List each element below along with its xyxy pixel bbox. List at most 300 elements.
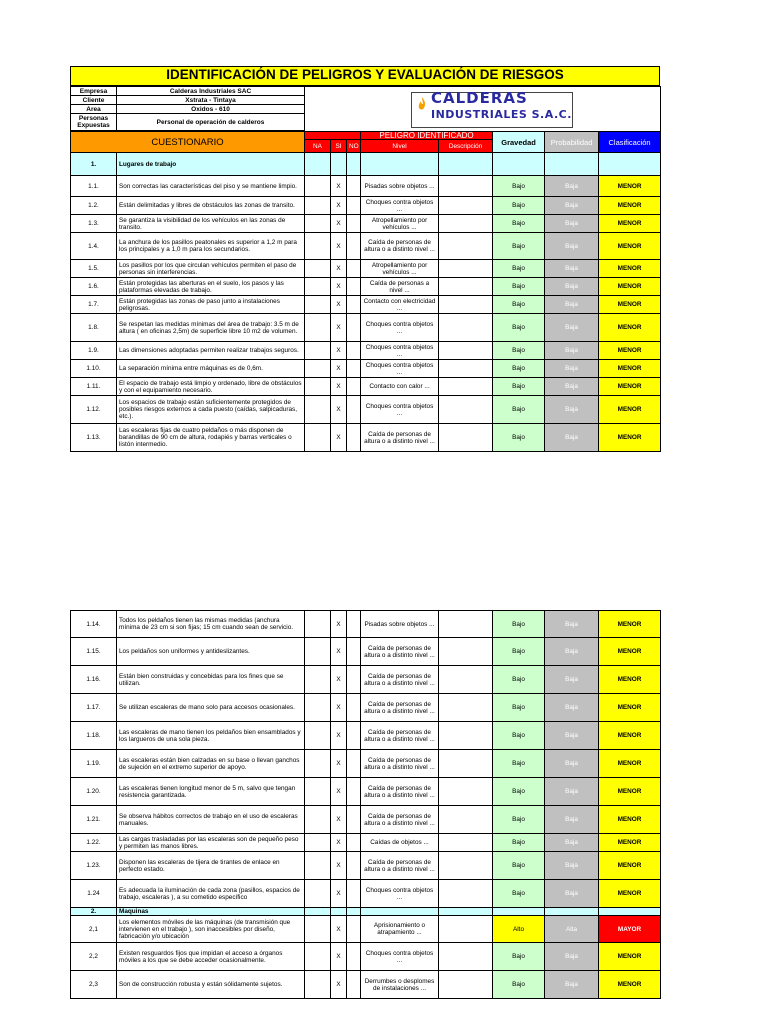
row-nivel: Caída de personas a nivel ... — [361, 278, 439, 296]
row-no — [347, 694, 361, 722]
table-row — [71, 378, 661, 396]
row-nivel: Choques contra objetos ... — [361, 314, 439, 342]
row-no — [347, 314, 361, 342]
row-no — [347, 638, 361, 666]
row-descripcion — [439, 852, 493, 880]
info-label: Cliente — [71, 96, 117, 105]
table-row — [71, 880, 661, 908]
row-na — [305, 378, 331, 396]
row-number: 1.2. — [71, 197, 117, 215]
row-clasificacion: MENOR — [599, 611, 661, 638]
row-no — [347, 278, 361, 296]
row-question: Están protegidas las zonas de paso junto a instalaciones peligrosas. — [117, 296, 305, 314]
table-row — [71, 750, 661, 778]
row-gravedad: Bajo — [493, 778, 545, 806]
row-number: 1.5. — [71, 260, 117, 278]
logo-line1: CALDERAS — [431, 88, 528, 107]
row-na — [305, 943, 331, 971]
row-question: Las escaleras fijas de cuatro peldaños o más disponen de barandillas de 90 cm de altura, rodapiés y barras verticales o listón intermedio. — [117, 424, 305, 452]
table-row — [71, 215, 661, 233]
row-no — [347, 197, 361, 215]
row-number: 1.24 — [71, 880, 117, 908]
row-number: 1.19. — [71, 750, 117, 778]
row-question: Se observa hábitos correctos de trabajo en el uso de escaleras manuales. — [117, 806, 305, 834]
row-si: X — [331, 666, 347, 694]
row-si: X — [331, 694, 347, 722]
row-nivel: Caída de personas de altura o a distinto nivel ... — [361, 666, 439, 694]
row-no — [347, 834, 361, 852]
row-si: X — [331, 943, 347, 971]
row-nivel: Choques contra objetos ... — [361, 342, 439, 360]
row-nivel: Caída de personas de altura o a distinto nivel ... — [361, 233, 439, 260]
table-row — [71, 852, 661, 880]
row-number: 1.22. — [71, 834, 117, 852]
row-probabilidad: Baja — [545, 971, 599, 999]
row-na — [305, 666, 331, 694]
row-probabilidad: Baja — [545, 314, 599, 342]
row-probabilidad: Baja — [545, 215, 599, 233]
row-nivel: Caída de personas de altura o a distinto nivel ... — [361, 424, 439, 452]
row-no — [347, 880, 361, 908]
row-nivel: Contacto con calor ... — [361, 378, 439, 396]
row-clasificacion: MENOR — [599, 278, 661, 296]
row-nivel: Atropellamiento por vehículos ... — [361, 215, 439, 233]
row-number: 1.7. — [71, 296, 117, 314]
row-nivel: Contacto con electricidad ... — [361, 296, 439, 314]
section-label: Maquinas — [117, 908, 305, 916]
row-nivel: Caída de personas de altura o a distinto nivel ... — [361, 694, 439, 722]
table-row — [71, 260, 661, 278]
row-no — [347, 666, 361, 694]
header-peligro: PELIGRO IDENTIFICADO — [361, 132, 493, 140]
row-si: X — [331, 916, 347, 943]
row-descripcion — [439, 296, 493, 314]
row-no — [347, 176, 361, 197]
row-si: X — [331, 360, 347, 378]
row-nivel: Caída de personas de altura o a distinto nivel ... — [361, 806, 439, 834]
row-nivel: Pisadas sobre objetos ... — [361, 611, 439, 638]
row-clasificacion: MENOR — [599, 215, 661, 233]
row-probabilidad: Baja — [545, 342, 599, 360]
row-si: X — [331, 806, 347, 834]
row-question: Se respetan las medidas mínimas del área de trabajo: 3.5 m de altura ( en oficinas 2,5m) de superficie libre 10 m2 de volumen. — [117, 314, 305, 342]
row-na — [305, 916, 331, 943]
row-si: X — [331, 296, 347, 314]
row-descripcion — [439, 278, 493, 296]
table-row — [71, 342, 661, 360]
row-descripcion — [439, 834, 493, 852]
row-gravedad: Bajo — [493, 638, 545, 666]
row-question: Están bien construidas y concebidas para los fines que se utilizan. — [117, 666, 305, 694]
row-number: 2,1 — [71, 916, 117, 943]
row-na — [305, 360, 331, 378]
table-row — [71, 916, 661, 943]
row-na — [305, 296, 331, 314]
row-nivel: Caída de personas de altura o a distinto nivel ... — [361, 722, 439, 750]
row-na — [305, 314, 331, 342]
row-no — [347, 342, 361, 360]
row-probabilidad: Baja — [545, 233, 599, 260]
row-descripcion — [439, 197, 493, 215]
row-number: 1.1. — [71, 176, 117, 197]
row-descripcion — [439, 378, 493, 396]
row-probabilidad: Baja — [545, 666, 599, 694]
row-probabilidad: Baja — [545, 360, 599, 378]
row-no — [347, 396, 361, 424]
row-number: 1.9. — [71, 342, 117, 360]
table-row — [71, 296, 661, 314]
row-nivel: Caída de personas de altura o a distinto nivel ... — [361, 852, 439, 880]
row-nivel: Choques contra objetos ... — [361, 360, 439, 378]
row-gravedad: Bajo — [493, 806, 545, 834]
row-descripcion — [439, 971, 493, 999]
row-descripcion — [439, 880, 493, 908]
logo-cell — [305, 87, 661, 131]
table-row — [71, 722, 661, 750]
row-number: 1.18. — [71, 722, 117, 750]
row-probabilidad: Baja — [545, 296, 599, 314]
row-na — [305, 396, 331, 424]
row-number: 1.13. — [71, 424, 117, 452]
row-nivel: Choques contra objetos ... — [361, 197, 439, 215]
row-probabilidad: Baja — [545, 778, 599, 806]
row-question: Se utilizan escaleras de mano solo para accesos ocasionales. — [117, 694, 305, 722]
row-number: 1.20. — [71, 778, 117, 806]
row-na — [305, 880, 331, 908]
row-question: Son correctas las características del piso y se mantiene limpio. — [117, 176, 305, 197]
row-no — [347, 378, 361, 396]
row-gravedad: Bajo — [493, 396, 545, 424]
rows-page-2-section-2 — [71, 916, 661, 999]
sheet-page-2 — [70, 610, 660, 999]
row-no — [347, 722, 361, 750]
questionnaire-table-1 — [70, 131, 661, 452]
row-clasificacion: MAYOR — [599, 916, 661, 943]
row-clasificacion: MENOR — [599, 943, 661, 971]
info-value: Calderas Industriales SAC — [117, 87, 305, 96]
row-nivel: Aprisionamiento o atrapamiento ... — [361, 916, 439, 943]
table-row — [71, 396, 661, 424]
row-number: 1.6. — [71, 278, 117, 296]
row-number: 2,3 — [71, 971, 117, 999]
row-descripcion — [439, 360, 493, 378]
row-question: Se garantiza la visibilidad de los vehículos en las zonas de transito. — [117, 215, 305, 233]
row-gravedad: Bajo — [493, 314, 545, 342]
table-row — [71, 778, 661, 806]
row-question: Los espacios de trabajo están suficientemente protegidos de posibles riesgos externos a cada puesto (caídas, salpicaduras, etc.). — [117, 396, 305, 424]
row-na — [305, 278, 331, 296]
row-na — [305, 260, 331, 278]
row-number: 2,2 — [71, 943, 117, 971]
row-no — [347, 215, 361, 233]
row-clasificacion: MENOR — [599, 233, 661, 260]
table-row — [71, 638, 661, 666]
row-question: Disponen las escaleras de tijera de tirantes de enlace en perfecto estado. — [117, 852, 305, 880]
row-nivel: Choques contra objetos ... — [361, 880, 439, 908]
row-gravedad: Bajo — [493, 342, 545, 360]
row-descripcion — [439, 396, 493, 424]
row-no — [347, 260, 361, 278]
row-question: Las escaleras de mano tienen los peldaños bien ensamblados y los largueros de una sola pieza. — [117, 722, 305, 750]
row-gravedad: Bajo — [493, 943, 545, 971]
row-descripcion — [439, 694, 493, 722]
row-number: 1.10. — [71, 360, 117, 378]
table-row — [71, 834, 661, 852]
row-clasificacion: MENOR — [599, 638, 661, 666]
row-probabilidad: Baja — [545, 750, 599, 778]
info-value: Oxidos - 610 — [117, 105, 305, 114]
row-probabilidad: Baja — [545, 424, 599, 452]
row-question: Las dimensiones adoptadas permiten realizar trabajos seguros. — [117, 342, 305, 360]
table-row — [71, 197, 661, 215]
questionnaire-table-2 — [70, 610, 661, 999]
header-na: NA — [305, 140, 331, 153]
row-si: X — [331, 197, 347, 215]
row-clasificacion: MENOR — [599, 778, 661, 806]
row-question: Los pasillos por los que circulan vehículos permiten el paso de personas sin interferencias. — [117, 260, 305, 278]
row-question: Los elementos móviles de las máquinas (de transmisión que intervienen en el trabajo ), son inaccesibles por diseño, fabricación y/o ubicación — [117, 916, 305, 943]
row-na — [305, 176, 331, 197]
row-si: X — [331, 778, 347, 806]
row-na — [305, 694, 331, 722]
row-clasificacion: MENOR — [599, 666, 661, 694]
sheet-page-1 — [70, 66, 660, 452]
row-number: 1.3. — [71, 215, 117, 233]
row-nivel: Choques contra objetos ... — [361, 943, 439, 971]
row-probabilidad: Baja — [545, 176, 599, 197]
row-probabilidad: Baja — [545, 197, 599, 215]
table-row — [71, 314, 661, 342]
row-si: X — [331, 396, 347, 424]
row-gravedad: Bajo — [493, 215, 545, 233]
header-clasificacion: Clasificación — [599, 132, 661, 153]
row-question: Es adecuada la iluminación de cada zona (pasillos, espacios de trabajo, escaleras ), a su cometido específico — [117, 880, 305, 908]
info-table — [70, 86, 661, 131]
row-na — [305, 197, 331, 215]
row-gravedad: Bajo — [493, 233, 545, 260]
row-descripcion — [439, 611, 493, 638]
row-gravedad: Bajo — [493, 611, 545, 638]
row-probabilidad: Baja — [545, 396, 599, 424]
table-row — [71, 233, 661, 260]
row-question: Las escaleras están bien calzadas en su base o llevan ganchos de sujeción en el extremo superior de apoyo. — [117, 750, 305, 778]
row-probabilidad: Baja — [545, 638, 599, 666]
header-nivel: Nivel — [361, 140, 439, 153]
row-no — [347, 971, 361, 999]
row-clasificacion: MENOR — [599, 342, 661, 360]
section-number: 1. — [71, 153, 117, 176]
row-question: El espacio de trabajo está limpio y ordenado, libre de obstáculos y con el equipamiento necesario. — [117, 378, 305, 396]
row-probabilidad: Baja — [545, 278, 599, 296]
row-gravedad: Bajo — [493, 880, 545, 908]
row-descripcion — [439, 424, 493, 452]
row-si: X — [331, 233, 347, 260]
section-number: 2. — [71, 908, 117, 916]
row-descripcion — [439, 806, 493, 834]
row-no — [347, 296, 361, 314]
row-number: 1.4. — [71, 233, 117, 260]
info-label: Personas Expuestas — [71, 114, 117, 131]
row-nivel: Caída de personas de altura o a distinto nivel ... — [361, 638, 439, 666]
row-no — [347, 778, 361, 806]
row-si: X — [331, 215, 347, 233]
row-clasificacion: MENOR — [599, 176, 661, 197]
row-probabilidad: Baja — [545, 852, 599, 880]
header-no: NO — [347, 140, 361, 153]
row-descripcion — [439, 314, 493, 342]
row-clasificacion: MENOR — [599, 314, 661, 342]
row-no — [347, 233, 361, 260]
row-si: X — [331, 342, 347, 360]
row-question: Todos los peldaños tienen las mismas medidas (anchura mínima de 23 cm si son fijas; 15 cm cuando sean de servicio. — [117, 611, 305, 638]
row-gravedad: Bajo — [493, 296, 545, 314]
row-si: X — [331, 722, 347, 750]
row-descripcion — [439, 750, 493, 778]
logo-line2: INDUSTRIALES S.A.C. — [431, 107, 572, 121]
row-gravedad: Bajo — [493, 750, 545, 778]
row-no — [347, 750, 361, 778]
row-number: 1.21. — [71, 806, 117, 834]
row-na — [305, 971, 331, 999]
row-clasificacion: MENOR — [599, 750, 661, 778]
row-question: Las escaleras tienen longitud menor de 5 m, salvo que tengan resistencia garantizada. — [117, 778, 305, 806]
row-nivel: Derrumbes o desplomes de instalaciones ... — [361, 971, 439, 999]
row-descripcion — [439, 666, 493, 694]
row-na — [305, 722, 331, 750]
row-nivel: Caída de personas de altura o a distinto nivel ... — [361, 778, 439, 806]
row-si: X — [331, 260, 347, 278]
row-nivel: Atropellamiento por vehículos ... — [361, 260, 439, 278]
row-gravedad: Bajo — [493, 260, 545, 278]
row-gravedad: Bajo — [493, 360, 545, 378]
row-descripcion — [439, 233, 493, 260]
row-na — [305, 342, 331, 360]
row-question: Las cargas trasladadas por las escaleras son de pequeño peso y permiten las manos libres. — [117, 834, 305, 852]
row-number: 1.17. — [71, 694, 117, 722]
row-na — [305, 852, 331, 880]
table-row — [71, 666, 661, 694]
row-si: X — [331, 880, 347, 908]
row-clasificacion: MENOR — [599, 197, 661, 215]
row-number: 1.12. — [71, 396, 117, 424]
row-si: X — [331, 424, 347, 452]
table-row — [71, 176, 661, 197]
row-nivel: Caída de personas de altura o a distinto nivel ... — [361, 750, 439, 778]
row-na — [305, 233, 331, 260]
row-clasificacion: MENOR — [599, 971, 661, 999]
row-si: X — [331, 278, 347, 296]
row-number: 1.8. — [71, 314, 117, 342]
table-row — [71, 360, 661, 378]
row-si: X — [331, 971, 347, 999]
table-row — [71, 611, 661, 638]
row-na — [305, 750, 331, 778]
row-number: 1.16. — [71, 666, 117, 694]
row-na — [305, 424, 331, 452]
row-clasificacion: MENOR — [599, 296, 661, 314]
row-na — [305, 611, 331, 638]
row-descripcion — [439, 638, 493, 666]
row-descripcion — [439, 260, 493, 278]
row-descripcion — [439, 215, 493, 233]
row-clasificacion: MENOR — [599, 396, 661, 424]
row-gravedad: Bajo — [493, 834, 545, 852]
row-gravedad: Bajo — [493, 176, 545, 197]
row-no — [347, 360, 361, 378]
rows-page-1 — [71, 176, 661, 452]
row-gravedad: Bajo — [493, 424, 545, 452]
section-label: Lugares de trabajo — [117, 153, 305, 176]
row-probabilidad: Baja — [545, 880, 599, 908]
row-clasificacion: MENOR — [599, 694, 661, 722]
row-si: X — [331, 378, 347, 396]
info-label: Empresa — [71, 87, 117, 96]
row-si: X — [331, 176, 347, 197]
header-gravedad: Gravedad — [493, 132, 545, 153]
header-si: SI — [331, 140, 347, 153]
row-descripcion — [439, 722, 493, 750]
row-probabilidad: Baja — [545, 722, 599, 750]
row-descripcion — [439, 778, 493, 806]
row-gravedad: Bajo — [493, 722, 545, 750]
row-gravedad: Bajo — [493, 278, 545, 296]
row-si: X — [331, 852, 347, 880]
page-title: IDENTIFICACIÓN DE PELIGROS Y EVALUACIÓN DE RIESGOS — [70, 66, 660, 86]
row-nivel: Pisadas sobre objetos ... — [361, 176, 439, 197]
table-row — [71, 424, 661, 452]
row-clasificacion: MENOR — [599, 834, 661, 852]
table-row — [71, 943, 661, 971]
row-na — [305, 215, 331, 233]
row-probabilidad: Baja — [545, 378, 599, 396]
row-question: Están protegidas las aberturas en el suelo, los pasos y las plataformas elevadas de trabajo. — [117, 278, 305, 296]
header-probabilidad: Probabilidad — [545, 132, 599, 153]
header-cuestionario: CUESTIONARIO — [71, 132, 305, 153]
row-number: 1.14. — [71, 611, 117, 638]
row-descripcion — [439, 342, 493, 360]
row-probabilidad: Baja — [545, 260, 599, 278]
row-probabilidad: Baja — [545, 834, 599, 852]
row-gravedad: Bajo — [493, 666, 545, 694]
row-gravedad: Alto — [493, 916, 545, 943]
row-si: X — [331, 314, 347, 342]
row-gravedad: Bajo — [493, 378, 545, 396]
row-nivel: Choques contra objetos ... — [361, 396, 439, 424]
row-no — [347, 852, 361, 880]
row-clasificacion: MENOR — [599, 424, 661, 452]
row-clasificacion: MENOR — [599, 360, 661, 378]
table-row — [71, 694, 661, 722]
info-label: Area — [71, 105, 117, 114]
row-question: La separación mínima entre máquinas es de 0,6m. — [117, 360, 305, 378]
row-gravedad: Bajo — [493, 197, 545, 215]
row-clasificacion: MENOR — [599, 722, 661, 750]
row-descripcion — [439, 916, 493, 943]
row-clasificacion: MENOR — [599, 852, 661, 880]
row-nivel: Caídas de objetos ... — [361, 834, 439, 852]
row-no — [347, 611, 361, 638]
row-no — [347, 916, 361, 943]
row-descripcion — [439, 176, 493, 197]
info-value: Personal de operación de calderos — [117, 114, 305, 131]
row-clasificacion: MENOR — [599, 880, 661, 908]
row-na — [305, 834, 331, 852]
row-probabilidad: Baja — [545, 943, 599, 971]
row-clasificacion: MENOR — [599, 378, 661, 396]
info-value: Xstrata - Tintaya — [117, 96, 305, 105]
company-logo — [307, 89, 658, 129]
row-clasificacion: MENOR — [599, 260, 661, 278]
